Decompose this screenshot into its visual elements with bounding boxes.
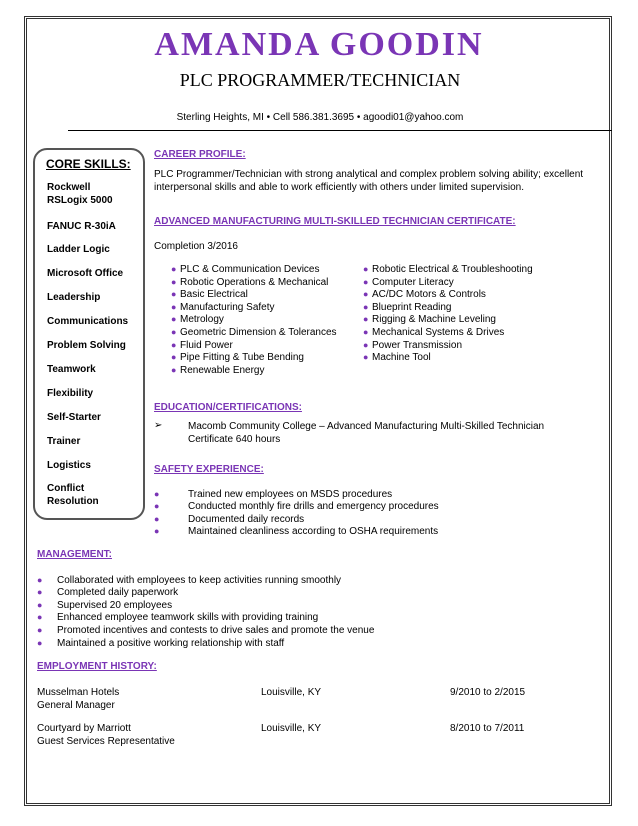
education-heading: EDUCATION/CERTIFICATIONS: — [154, 402, 302, 413]
skill-item: Ladder Logic — [47, 244, 110, 255]
cert-list-item: ● Robotic Operations & Mechanical — [171, 277, 329, 288]
cert-list-item: ● Computer Literacy — [363, 277, 454, 288]
education-line-2: Certificate 640 hours — [188, 434, 281, 445]
cert-list-item: ● Robotic Electrical & Troubleshooting — [363, 264, 533, 275]
safety-item: ● Trained new employees on MSDS procedures — [154, 489, 393, 500]
management-item: ● Completed daily paperwork — [37, 587, 179, 598]
career-profile-text: PLC Programmer/Technician with strong analytical and complex problem solving ability; excellent interpersonal skills and able to work efficiently with others under limited supervision. — [154, 169, 584, 193]
cert-list-item: ● Manufacturing Safety — [171, 302, 275, 313]
core-skills-heading: CORE SKILLS: — [46, 157, 131, 171]
skill-item: Leadership — [47, 292, 101, 303]
skill-item: Flexibility — [47, 388, 94, 399]
cert-list-item: ● Metrology — [171, 314, 224, 325]
career-profile-heading: CAREER PROFILE: — [154, 149, 246, 160]
job-title: PLC PROGRAMMER/TECHNICIAN — [179, 70, 461, 90]
employment-dates: 8/2010 to 7/2011 — [450, 723, 525, 734]
cert-list-item: ● PLC & Communication Devices — [171, 264, 320, 275]
skill-item: Conflict Resolution — [47, 483, 99, 507]
skill-item: Trainer — [47, 436, 81, 447]
skill-item: Logistics — [47, 460, 91, 471]
skill-item: Communications — [47, 316, 129, 327]
employment-heading: EMPLOYMENT HISTORY: — [37, 661, 157, 672]
contact-line: Sterling Heights, MI • Cell 586.381.3695 • agoodi01@yahoo.com — [176, 112, 464, 123]
arrow-bullet-icon: ➢ — [154, 420, 163, 431]
cert-list-item: ● Pipe Fitting & Tube Bending — [171, 352, 304, 363]
cert-list-item: ● Machine Tool — [363, 352, 431, 363]
certificate-completion: Completion 3/2016 — [154, 241, 238, 252]
skill-item: Self-Starter — [47, 412, 101, 423]
skill-item: Microsoft Office — [47, 268, 124, 279]
cert-list-item: ● Fluid Power — [171, 340, 233, 351]
skill-item: FANUC R-30iA — [47, 221, 116, 232]
employer-location: Louisville, KY — [261, 723, 322, 734]
management-heading: MANAGEMENT: — [37, 549, 112, 560]
cert-list-item: ● Renewable Energy — [171, 365, 265, 376]
certificate-heading: ADVANCED MANUFACTURING MULTI-SKILLED TECHNICIAN CERTIFICATE: — [154, 216, 516, 227]
skill-item: Problem Solving — [47, 340, 126, 351]
employer-name: Musselman Hotels — [37, 687, 120, 698]
cert-list-item: ● Mechanical Systems & Drives — [363, 327, 505, 338]
safety-item: ● Documented daily records — [154, 514, 305, 525]
cert-list-item: ● Rigging & Machine Leveling — [363, 314, 496, 325]
management-item: ● Collaborated with employees to keep activities running smoothly — [37, 575, 342, 586]
cert-list-item: ● Blueprint Reading — [363, 302, 452, 313]
job-role: Guest Services Representative — [37, 736, 175, 747]
safety-heading: SAFETY EXPERIENCE: — [154, 464, 264, 475]
management-item: ● Maintained a positive working relationship with staff — [37, 638, 285, 649]
employer-name: Courtyard by Marriott — [37, 723, 131, 734]
management-item: ● Supervised 20 employees — [37, 600, 173, 611]
education-line-1: Macomb Community College – Advanced Manufacturing Multi-Skilled Technician — [188, 421, 545, 432]
management-item: ● Enhanced employee teamwork skills with providing training — [37, 612, 319, 623]
safety-item: ● Conducted monthly fire drills and emergency procedures — [154, 501, 439, 512]
candidate-name: AMANDA GOODIN — [154, 26, 484, 63]
employment-dates: 9/2010 to 2/2015 — [450, 687, 526, 698]
skill-item: Teamwork — [47, 364, 96, 375]
skill-item: Rockwell RSLogix 5000 — [47, 182, 113, 206]
job-role: General Manager — [37, 700, 115, 711]
employer-location: Louisville, KY — [261, 687, 322, 698]
management-item: ● Promoted incentives and contests to drive sales and promote the venue — [37, 625, 375, 636]
cert-list-item: ● Power Transmission — [363, 340, 463, 351]
cert-list-item: ● Geometric Dimension & Tolerances — [171, 327, 337, 338]
cert-list-item: ● Basic Electrical — [171, 289, 248, 300]
header-divider — [68, 130, 612, 131]
cert-list-item: ● AC/DC Motors & Controls — [363, 289, 486, 300]
safety-item: ● Maintained cleanliness according to OSHA requirements — [154, 526, 439, 537]
